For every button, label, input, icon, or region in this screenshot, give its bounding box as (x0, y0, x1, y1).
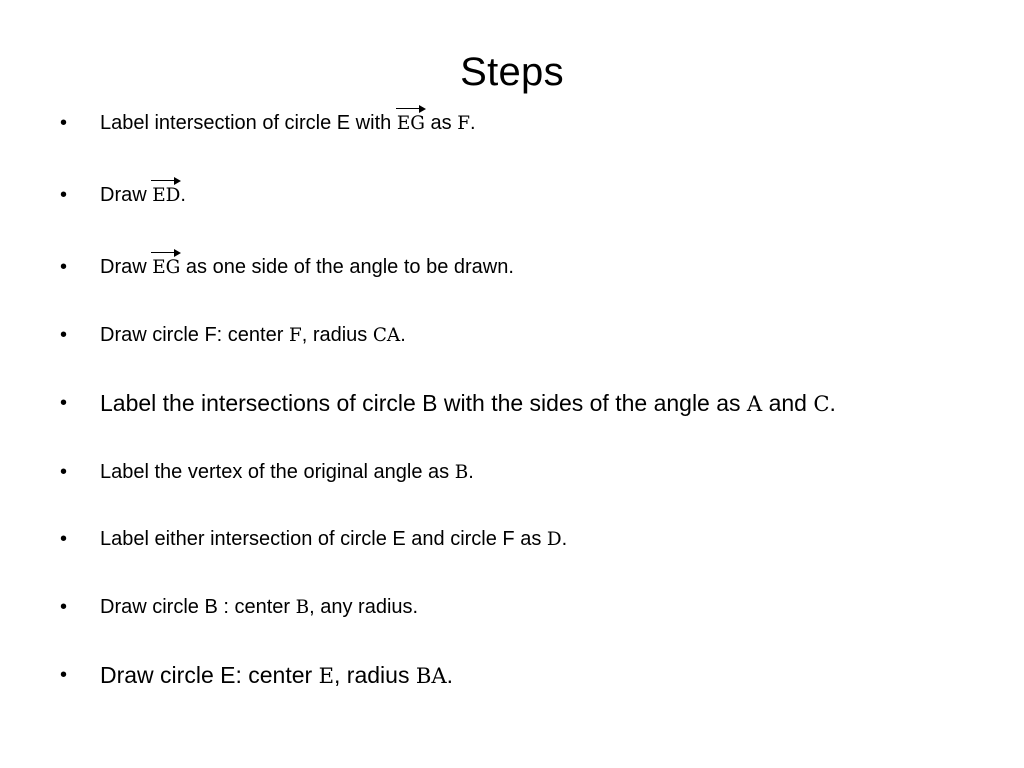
item-text: Draw circle E: center (100, 662, 319, 688)
list-item (60, 388, 1000, 419)
point-label: C (813, 391, 830, 416)
item-text: , radius (334, 662, 416, 688)
list-item (60, 592, 1000, 623)
item-text: as (424, 112, 458, 134)
item-text: . (561, 528, 568, 550)
point-label: F (288, 325, 302, 346)
bullet-dot-icon: • (60, 461, 68, 483)
item-text: . (469, 112, 476, 134)
item-text: . (829, 390, 836, 416)
list-item (60, 320, 1000, 351)
bullet-dot-icon: • (60, 324, 68, 346)
list-item (60, 457, 1000, 488)
item-text: Draw (100, 184, 153, 206)
segment-label: BA (415, 663, 447, 688)
point-label: B (295, 597, 310, 618)
segment-label: CA (372, 325, 401, 346)
item-text: and (762, 390, 814, 416)
point-label: B (454, 462, 469, 483)
bullet-dot-icon: • (60, 112, 68, 134)
ray-arrow-icon (151, 250, 181, 256)
ray-arrow-icon (396, 106, 426, 112)
list-item (60, 252, 1000, 283)
item-text: . (468, 461, 474, 483)
item-text: as one side of the angle to be drawn. (180, 256, 514, 278)
bullet-dot-icon: • (60, 596, 68, 618)
item-text: , radius (301, 324, 373, 346)
item-text: . (180, 184, 186, 206)
ray-notation: ED (152, 181, 180, 211)
item-text: . (400, 324, 406, 346)
list-item (60, 524, 1000, 555)
item-text: , any radius. (309, 596, 419, 618)
list-item (60, 108, 1000, 139)
bullet-dot-icon: • (60, 664, 68, 686)
ray-notation: EG (152, 253, 180, 283)
item-text: Label the vertex of the original angle as (100, 461, 455, 483)
item-text: Draw circle F: center (100, 324, 289, 346)
item-text: Label either intersection of circle E and circle F as (100, 528, 547, 550)
item-text: Label intersection of circle E with (100, 112, 397, 134)
item-text: Draw (100, 256, 153, 278)
point-label: E (318, 663, 335, 688)
list-item (60, 180, 1000, 211)
item-text: Label the intersections of circle B with the sides of the angle as (100, 390, 747, 416)
point-label: A (746, 391, 763, 416)
point-label: D (546, 529, 562, 550)
list-item (60, 660, 1000, 691)
bullet-dot-icon: • (60, 184, 68, 206)
ray-arrow-icon (151, 178, 181, 184)
item-text: . (446, 662, 454, 688)
bullet-dot-icon: • (60, 392, 68, 414)
item-text: Draw circle B : center (100, 596, 296, 618)
bullet-dot-icon: • (60, 528, 68, 550)
point-label: F (457, 113, 470, 134)
ray-notation: EG (397, 109, 425, 139)
slide-title: Steps (460, 50, 564, 94)
bullet-dot-icon: • (60, 256, 68, 278)
